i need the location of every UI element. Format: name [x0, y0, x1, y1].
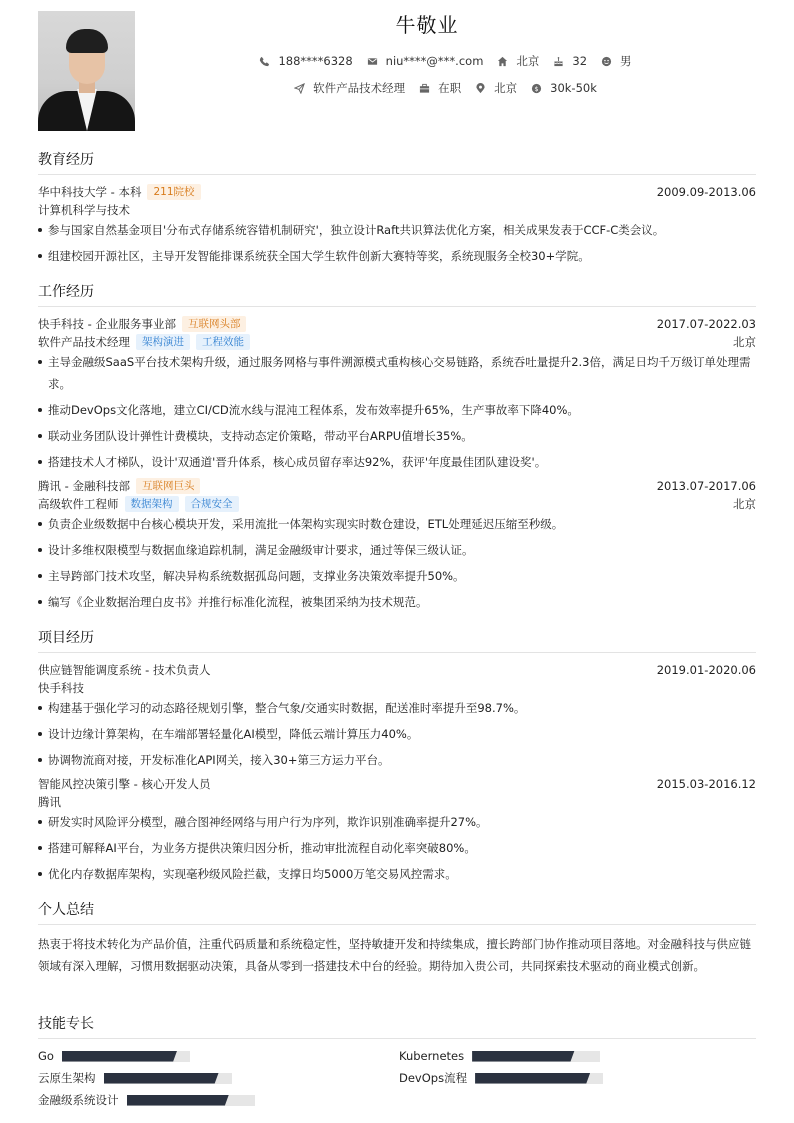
company-tag: 互联网巨头	[136, 478, 201, 494]
company-name: 腾讯 - 金融科技部	[38, 479, 130, 493]
skill-item	[38, 1091, 399, 1109]
projects-section	[38, 627, 756, 889]
skill-item	[38, 1069, 399, 1087]
gender-icon	[601, 56, 612, 67]
phone-icon	[259, 56, 270, 67]
section-title: 个人总结	[38, 899, 756, 925]
list-item: 设计多维权限模型与数据血缘追踪机制，满足金融级审计要求，通过等保三级认证。	[38, 539, 756, 561]
project-date: 2019.01-2020.06	[656, 663, 756, 677]
gender-item	[601, 53, 632, 69]
intent-row	[135, 80, 756, 96]
send-icon	[294, 83, 305, 94]
location-pin-icon	[475, 83, 486, 94]
mail-icon	[367, 56, 378, 67]
summary-text: 热衷于将技术转化为产品价值，注重代码质量和系统稳定性，坚持敏捷开发和持续集成，擅长跨部门协作推动项目落地。对金融科技与供应链领域有深入理解，习惯用数据驱动决策，具备从零到一搭建技术中台的经验。期待加入贵公司，共同探索技术驱动的商业模式创新。	[38, 937, 751, 973]
list-item: 搭建技术人才梯队，设计'双通道'晋升体系，核心成员留存率达92%，获评'年度最佳团队建设奖'。	[38, 451, 756, 473]
job-subheader	[38, 495, 756, 513]
job-date: 2017.07-2022.03	[656, 317, 756, 331]
location-item	[497, 53, 539, 69]
skill-bar-fill	[472, 1051, 574, 1062]
skill-bar-fill	[104, 1073, 219, 1084]
skill-tag: 工程效能	[196, 334, 250, 350]
skill-name: DevOps流程	[399, 1071, 468, 1085]
skill-item	[399, 1069, 719, 1087]
section-title: 项目经历	[38, 627, 756, 653]
job-subheader	[38, 333, 756, 351]
target-position-text: 软件产品技术经理	[313, 81, 406, 95]
job-city: 北京	[733, 497, 756, 511]
project-date: 2015.03-2016.12	[656, 777, 756, 791]
skill-item	[399, 1047, 719, 1065]
list-item: 优化内存数据库架构，实现毫秒级风险拦截，支撑日均5000万笔交易风控需求。	[38, 863, 756, 885]
job-position: 软件产品技术经理	[38, 335, 130, 349]
phone-item	[259, 54, 352, 68]
job-city: 北京	[733, 335, 756, 349]
section-title: 技能专长	[38, 1013, 756, 1039]
list-item: 组建校园开源社区，主导开发智能排课系统获全国大学生软件创新大赛特等奖，系统现服务全校30+学院。	[38, 245, 756, 267]
target-city-text: 北京	[494, 81, 518, 95]
target-position-item	[294, 80, 405, 96]
section-title: 教育经历	[38, 149, 756, 175]
job-date: 2013.07-2017.06	[656, 479, 756, 493]
skill-bar-fill	[475, 1073, 590, 1084]
job-bullets	[38, 351, 756, 473]
candidate-name: 牛敬业	[395, 13, 459, 37]
skills-section	[38, 1013, 756, 1109]
list-item: 设计边缘计算架构，在车端部署轻量化AI模型，降低云端计算压力40%。	[38, 723, 756, 745]
list-item: 编写《企业数据治理白皮书》并推行标准化流程，被集团采纳为技术规范。	[38, 591, 756, 613]
list-item: 联动业务团队设计弹性计费模块，支持动态定价策略，带动平台ARPU值增长35%。	[38, 425, 756, 447]
job-header	[38, 315, 756, 333]
skill-name: Kubernetes	[399, 1049, 465, 1063]
skills-grid	[38, 1047, 756, 1109]
skill-bar	[475, 1073, 603, 1084]
project-header	[38, 661, 756, 679]
education-section	[38, 149, 756, 271]
company-name: 快手科技 - 企业服务事业部	[38, 317, 176, 331]
status-item	[419, 80, 461, 96]
list-item: 搭建可解释AI平台，为业务方提供决策归因分析，推动审批流程自动化率突破80%。	[38, 837, 756, 859]
salary-item	[531, 81, 597, 95]
project-header	[38, 775, 756, 793]
age-item	[553, 54, 587, 68]
section-title: 工作经历	[38, 281, 756, 307]
skill-bar-fill	[62, 1051, 177, 1062]
summary-section	[38, 899, 756, 977]
project-name: 智能风控决策引擎 - 核心开发人员	[38, 777, 211, 791]
list-item: 研发实时风险评分模型，融合图神经网络与用户行为序列，欺诈识别准确率提升27%。	[38, 811, 756, 833]
status-text: 在职	[438, 81, 462, 95]
skill-bar	[127, 1095, 255, 1106]
education-date: 2009.09-2013.06	[656, 185, 756, 199]
skill-bar-fill	[127, 1095, 229, 1106]
list-item: 主导金融级SaaS平台技术架构升级，通过服务网格与事件溯源模式重构核心交易链路，系统吞吐量提升2.3倍，满足日均千万级订单处理需求。	[38, 351, 756, 395]
skill-bar	[62, 1051, 190, 1062]
location-text: 北京	[516, 54, 540, 68]
skill-item	[38, 1047, 399, 1065]
list-item: 主导跨部门技术攻坚，解决异构系统数据孤岛问题，支撑业务决策效率提升50%。	[38, 565, 756, 587]
project-bullets	[38, 811, 756, 885]
education-header	[38, 183, 756, 201]
cake-icon	[553, 56, 564, 67]
home-icon	[497, 56, 508, 67]
email-item	[367, 54, 484, 68]
work-section	[38, 281, 756, 617]
school-name: 华中科技大学 - 本科	[38, 185, 142, 199]
project-name: 供应链智能调度系统 - 技术负责人	[38, 663, 211, 677]
skill-name: 云原生架构	[38, 1071, 96, 1085]
job-header	[38, 477, 756, 495]
skill-name: Go	[38, 1049, 54, 1063]
email-text: niu****@***.com	[385, 54, 484, 68]
money-icon	[531, 83, 542, 94]
project-org: 腾讯	[38, 795, 61, 809]
project-org: 快手科技	[38, 681, 84, 695]
skill-bar	[472, 1051, 600, 1062]
skill-tag: 架构演进	[136, 334, 190, 350]
salary-text: 30k-50k	[550, 81, 597, 95]
skill-tag: 合规安全	[185, 496, 239, 512]
project-bullets	[38, 697, 756, 771]
briefcase-icon	[419, 83, 430, 94]
target-city-item	[475, 80, 517, 96]
major: 计算机科学与技术	[38, 203, 130, 217]
job-bullets	[38, 513, 756, 613]
list-item: 构建基于强化学习的动态路径规划引擎，整合气象/交通实时数据，配送准时率提升至98.7%。	[38, 697, 756, 719]
company-tag: 互联网头部	[182, 316, 247, 332]
list-item: 参与国家自然基金项目'分布式存储系统容错机制研究'，独立设计Raft共识算法优化方案，相关成果发表于CCF-C类会议。	[38, 219, 756, 241]
skill-bar	[104, 1073, 232, 1084]
gender-text: 男	[620, 54, 632, 68]
contact-row	[135, 53, 756, 69]
svg-text:$: $	[534, 84, 539, 93]
job-position: 高级软件工程师	[38, 497, 119, 511]
skill-name: 金融级系统设计	[38, 1093, 119, 1107]
list-item: 负责企业级数据中台核心模块开发，采用流批一体架构实现实时数仓建设，ETL处理延迟压缩至秒级。	[38, 513, 756, 535]
skill-tag: 数据架构	[125, 496, 179, 512]
phone-text: 188****6328	[278, 54, 353, 68]
list-item: 推动DevOps文化落地，建立CI/CD流水线与混沌工程体系，发布效率提升65%，生产事故率下降40%。	[38, 399, 756, 421]
education-bullets	[38, 219, 756, 267]
school-tag: 211院校	[147, 184, 200, 200]
list-item: 协调物流商对接，开发标准化API网关，接入30+第三方运力平台。	[38, 749, 756, 771]
age-text: 32	[572, 54, 588, 68]
